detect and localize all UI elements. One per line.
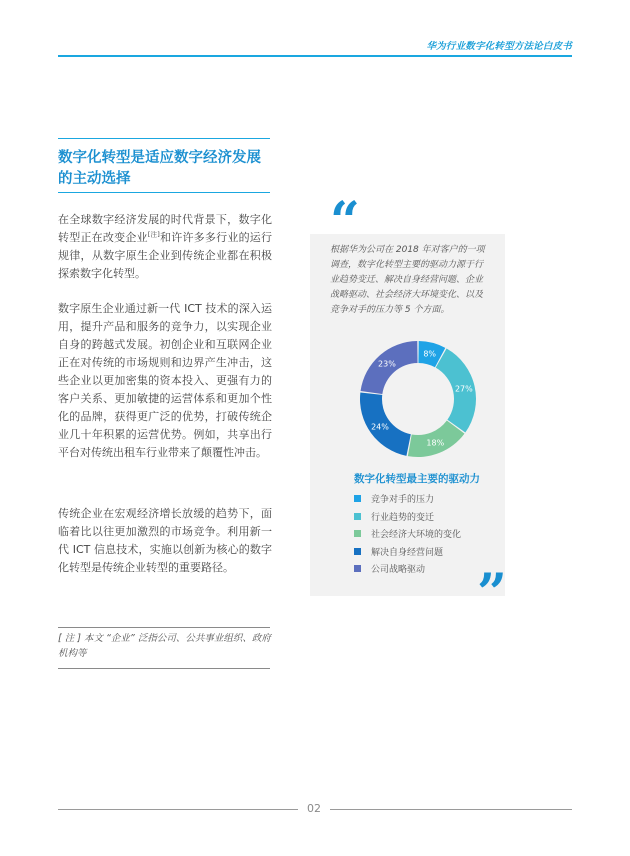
header-rule — [58, 55, 572, 57]
note-rule-bottom — [58, 668, 270, 669]
paragraph-1-end: 和许许多多行业的运行规律，从数字原生企业到传统企业都在积极探索数字化转型。 — [58, 231, 273, 280]
section-top-rule — [58, 138, 270, 139]
close-quote-icon: ” — [477, 563, 507, 624]
note-rule-top — [58, 627, 270, 628]
chart-title: 数字化转型最主要的驱动力 — [354, 473, 480, 485]
sidebar-text: 根据华为公司在 2018 年对客户的一项调查，数字化转型主要的驱动力源于行业趋势变迁、解决自身经营问题、企业战略驱动、社会经济大环境变化、以及竞争对手的压力等 5 个方面。 — [330, 245, 485, 315]
section-title — [58, 148, 273, 190]
donut-slice-label: 8% — [423, 349, 437, 359]
legend-label: 公司战略驱动 — [371, 565, 426, 576]
legend-label: 解决自身经营问题 — [371, 547, 444, 558]
legend-item — [354, 525, 504, 543]
donut-slice-label: 24% — [371, 422, 389, 432]
footer-rule-left — [58, 809, 298, 810]
footer-rule-right — [330, 809, 572, 810]
donut-slice-label: 23% — [378, 359, 396, 369]
donut-slice-label: 27% — [454, 384, 473, 394]
legend-swatch — [354, 565, 361, 572]
open-quote-icon: “ — [330, 191, 360, 252]
paragraph-2: 数字原生企业通过新一代 ICT 技术的深入运用，提升产品和服务的竞争力，以实现企业自身的跨越式发展。初创企业和互联网企业正在对传统的市场规则和边界产生冲击，这些企业以更加密集的资本投入、更强有力的客户关系、更加敏捷的运营体系和更加个性化的品牌，获得更广泛的优势，打破传统企业几十年积累的运营优势。例如，共享出行平台对传统出租车行业带来了颠覆性冲击。 — [58, 302, 272, 459]
footnote: [ 注 ] 本文 “企业” 泛指公司、公共事业组织、政府机构等 — [58, 633, 271, 659]
header-title: 华为行业数字化转型方法论白皮书 — [426, 41, 572, 52]
legend-item — [354, 490, 504, 508]
legend-item — [354, 508, 504, 526]
legend-swatch — [354, 513, 361, 520]
legend-item — [354, 543, 504, 561]
section-title-line-1: 数字化转型是适应数字经济发展 — [58, 150, 261, 166]
donut-slice-label: 18% — [426, 438, 445, 448]
section-title-line-2: 的主动选择 — [58, 171, 131, 187]
donut-chart — [353, 334, 483, 464]
legend-label: 社会经济大环境的变化 — [371, 530, 462, 541]
legend-label: 行业趋势的变迁 — [371, 512, 435, 523]
legend-swatch — [354, 530, 361, 537]
page-number: 02 — [307, 802, 321, 815]
paragraph-1-start: 在全球数字经济发展的时代背景下，数字化转型正在改变企业 — [58, 213, 272, 244]
legend-swatch — [354, 548, 361, 555]
legend-label: 竞争对手的压力 — [371, 495, 435, 506]
legend-swatch — [354, 495, 361, 502]
paragraph-1 — [58, 211, 272, 283]
paragraph-3: 传统企业在宏观经济增长放缓的趋势下，面临着比以往更加激烈的市场竞争。利用新一代 ICT 信息技术，实施以创新为核心的数字化转型是传统企业转型的重要路径。 — [58, 507, 272, 574]
section-bottom-rule — [58, 192, 270, 193]
note-reference: [注] — [147, 230, 160, 239]
